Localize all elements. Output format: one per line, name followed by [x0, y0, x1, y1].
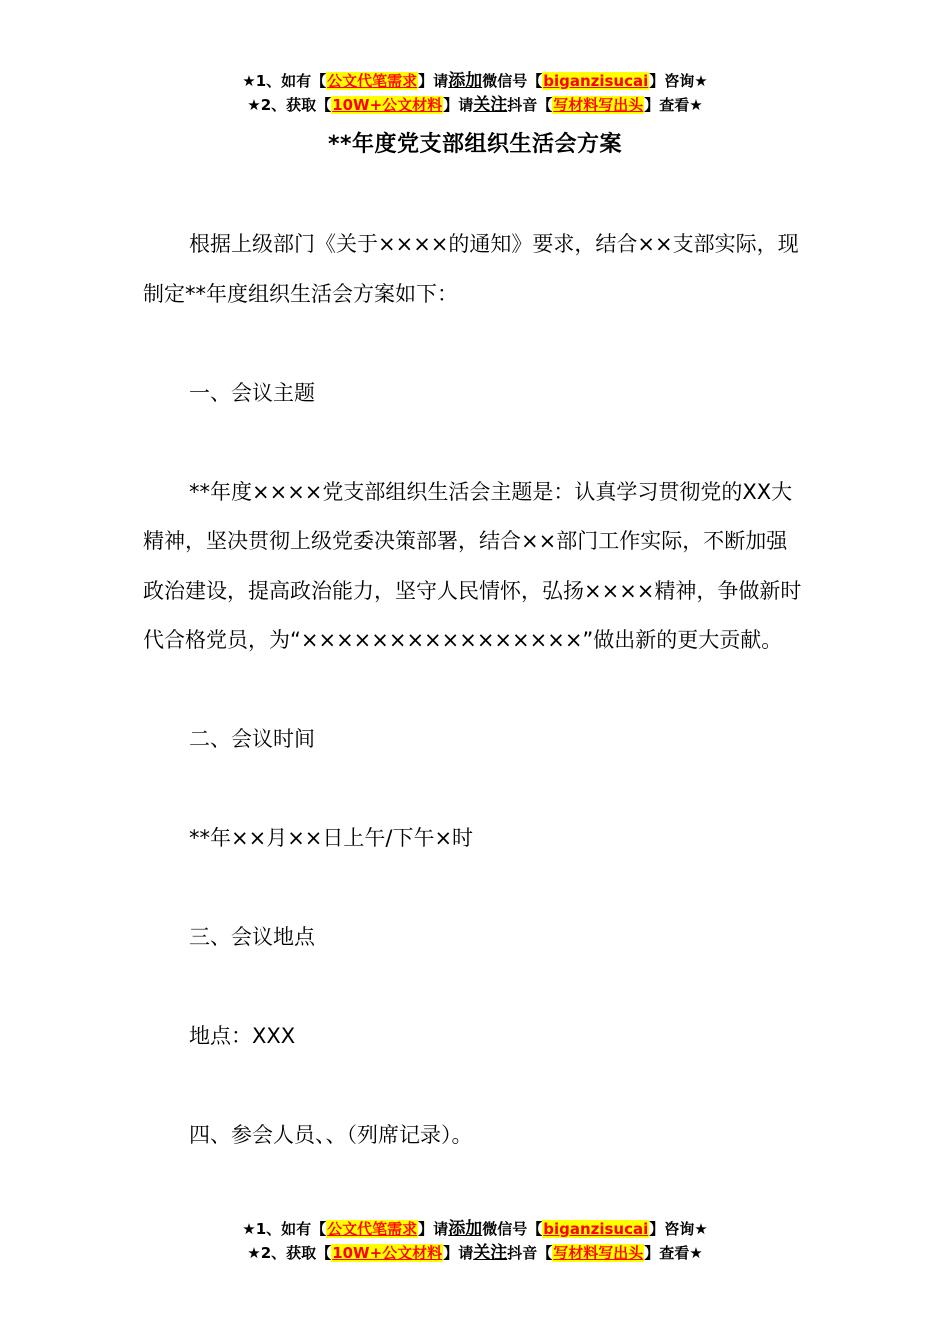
promo-emphasis: 添加 [448, 71, 483, 91]
promo-highlight: 10W+公文材料 [332, 96, 443, 114]
promo-emphasis: 关注 [473, 95, 508, 115]
promo-text: ★2、获取【 [247, 1244, 332, 1262]
promo-text: 】请 [418, 1220, 449, 1238]
promo-line-1 [0, 69, 950, 93]
promo-text: 微信号【 [482, 72, 543, 90]
promo-text: 】请 [443, 1244, 474, 1262]
promo-text: ★1、如有【 [242, 72, 327, 90]
promo-text: ★2、获取【 [247, 96, 332, 114]
section-heading: 四、参会人员、、（列席记录）。 [189, 1123, 473, 1147]
document-title: **年度党支部组织生活会方案 [327, 132, 622, 157]
section-body: **年度××××党支部组织生活会主题是：认真学习贯彻党的XX大精神，坚决贯彻上级党委决策部署，结合××部门工作实际，不断加强政治建设，提高政治能力，坚守人民情怀，弘扬××××精神，争做新时代合格党员，为“××××××××××××××××”做出新的更大贡献。 [143, 479, 802, 652]
section-heading: 二、会议时间 [189, 727, 315, 751]
intro-paragraph: 根据上级部门《关于××××的通知》要求，结合××支部实际，现制定**年度组织生活会方案如下： [143, 232, 799, 306]
promo-highlight: 公文代笔需求 [327, 72, 418, 90]
promo-text: 】查看★ [644, 96, 703, 114]
promo-text: ★1、如有【 [242, 1220, 327, 1238]
promo-emphasis: 添加 [448, 1219, 483, 1239]
promo-line-2 [0, 1241, 950, 1265]
promo-emphasis: 关注 [473, 1243, 508, 1263]
promo-text: 】查看★ [644, 1244, 703, 1262]
bottom-promo-banner [0, 1217, 950, 1265]
promo-text: 】请 [443, 96, 474, 114]
section-body: **年××月××日上午/下午×时 [189, 826, 474, 850]
promo-text: 】咨询★ [649, 1220, 708, 1238]
top-promo-banner [0, 69, 950, 117]
promo-highlight: 公文代笔需求 [327, 1220, 418, 1238]
wechat-id-highlight: biganzisucai [543, 1220, 649, 1238]
promo-text: 微信号【 [482, 1220, 543, 1238]
douyin-id-highlight: 写材料写出头 [553, 1244, 644, 1262]
section-body: 地点：XXX [189, 1024, 296, 1048]
section-heading: 三、会议地点 [189, 925, 315, 949]
promo-highlight: 10W+公文材料 [332, 1244, 443, 1262]
promo-line-1 [0, 1217, 950, 1241]
document-body [143, 220, 808, 1161]
promo-text: 抖音【 [507, 96, 553, 114]
section-heading: 一、会议主题 [189, 380, 315, 405]
wechat-id-highlight: biganzisucai [543, 72, 649, 90]
douyin-id-highlight: 写材料写出头 [553, 96, 644, 114]
promo-text: 】咨询★ [649, 72, 708, 90]
promo-text: 】请 [418, 72, 449, 90]
promo-line-2 [0, 93, 950, 117]
promo-text: 抖音【 [507, 1244, 553, 1262]
